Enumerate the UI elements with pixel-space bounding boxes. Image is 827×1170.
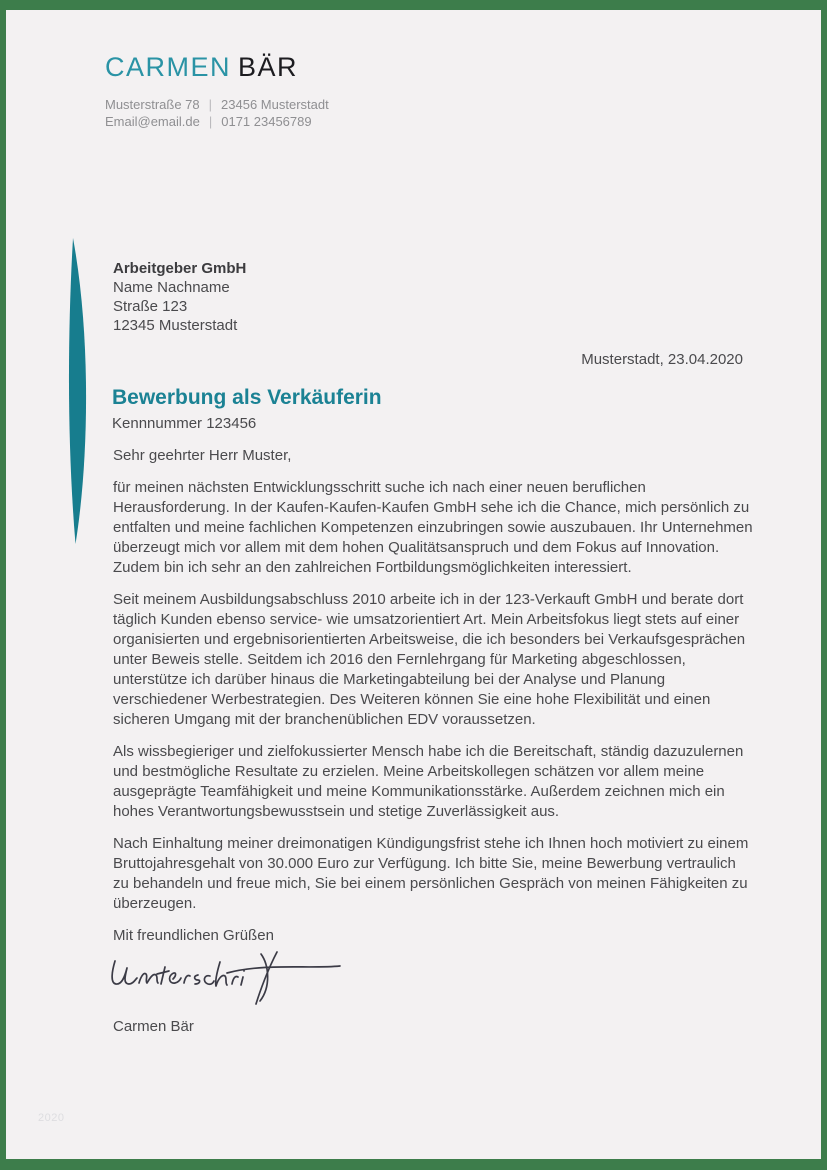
separator-pipe: | <box>208 97 213 112</box>
paragraph: Als wissbegieriger und zielfokussierter Mensch habe ich die Bereitschaft, ständig dazuzulernen und bestmögliche Resultate zu erzielen. Meine Arbeitskollegen schätzen vor allem meine ausgeprägte Teamfähigkeit und meine Kommunikationsstärke. Außerdem zeichnen mich ein hohes Verantwortungsbewusstsein und stetige Zuverlässigkeit aus. <box>113 743 744 820</box>
letterhead <box>105 50 329 130</box>
sender-phone: 0171 23456789 <box>221 114 312 129</box>
sender-name <box>105 50 329 89</box>
crescent-decoration <box>67 238 94 544</box>
subject-block <box>112 385 382 432</box>
sender-contact-block <box>105 96 329 130</box>
handwritten-signature <box>109 949 344 1005</box>
watermark-year: 2020 <box>38 1112 65 1124</box>
greeting: Sehr geehrter Herr Muster, <box>113 447 292 464</box>
sender-address-line <box>105 96 329 113</box>
letter-body <box>113 446 755 1037</box>
recipient-block <box>113 259 246 335</box>
sender-last-name: BÄR <box>238 52 299 82</box>
date-line: Musterstadt, 23.04.2020 <box>581 351 743 368</box>
paragraph: für meinen nächsten Entwicklungsschritt suche ich nach einer neuen beruflichen Herausforderung. In der Kaufen-Kaufen-Kaufen GmbH sehe ich die Chance, mich persönlich zu entfalten und meine fachlichen Kompetenzen einzubringen sowie auszubauen. Ihr Unternehmen überzeugt mich vor allem mit dem hohen Qualitätsanspruch und dem Fokus auf Innovation. Zudem bin ich sehr an den zahlreichen Fortbildungsmöglichkeiten interessiert. <box>113 479 753 576</box>
sender-street: Musterstraße 78 <box>105 97 200 112</box>
paragraph: Nach Einhaltung meiner dreimonatigen Kündigungsfrist stehe ich Ihnen hoch motiviert zu einem Bruttojahresgehalt von 30.000 Euro zur Verfügung. Ich bitte Sie, meine Bewerbung vertraulich zu behandeln und freue mich, Sie bei einem persönlichen Gespräch von meinen Fähigkeiten zu überzeugen. <box>113 835 749 912</box>
closing-phrase: Mit freundlichen Grüßen <box>113 927 274 944</box>
subject-title: Bewerbung als Verkäuferin <box>112 386 382 409</box>
separator-pipe: | <box>208 114 213 129</box>
paragraph: Seit meinem Ausbildungsabschluss 2010 arbeite ich in der 123-Verkauft GmbH und berate dort täglich Kunden ebenso service- wie umsatzorientiert Art. Mein Arbeitsfokus liegt stets auf einer organisierten und ergebnisorientierten Arbeitsweise, die ich besonders bei Verkaufsgesprächen unter Beweis stelle. Seitdem ich 2016 den Fernlehrgang für Marketing abgeschlossen, unterstütze ich darüber hinaus die Marketingabteilung bei der Analyse und Planung verschiedener Werbestrategien. Des Weiteren können Sie eine hohe Flexibilität und einen sicheren Umgang mit der branchenüblichen EDV voraussetzen. <box>113 591 746 728</box>
subject-reference: Kennnummer 123456 <box>112 415 257 432</box>
recipient-company: Arbeitgeber GmbH <box>113 260 247 277</box>
recipient-name: Name Nachname <box>113 279 230 296</box>
recipient-city: 12345 Musterstadt <box>113 317 238 334</box>
signer-name: Carmen Bär <box>113 1018 194 1035</box>
sender-city: 23456 Musterstadt <box>221 97 329 112</box>
recipient-street: Straße 123 <box>113 298 188 315</box>
sender-contact-line <box>105 113 329 130</box>
sender-email: Email@email.de <box>105 114 200 129</box>
sender-first-name: CARMEN <box>105 52 232 82</box>
